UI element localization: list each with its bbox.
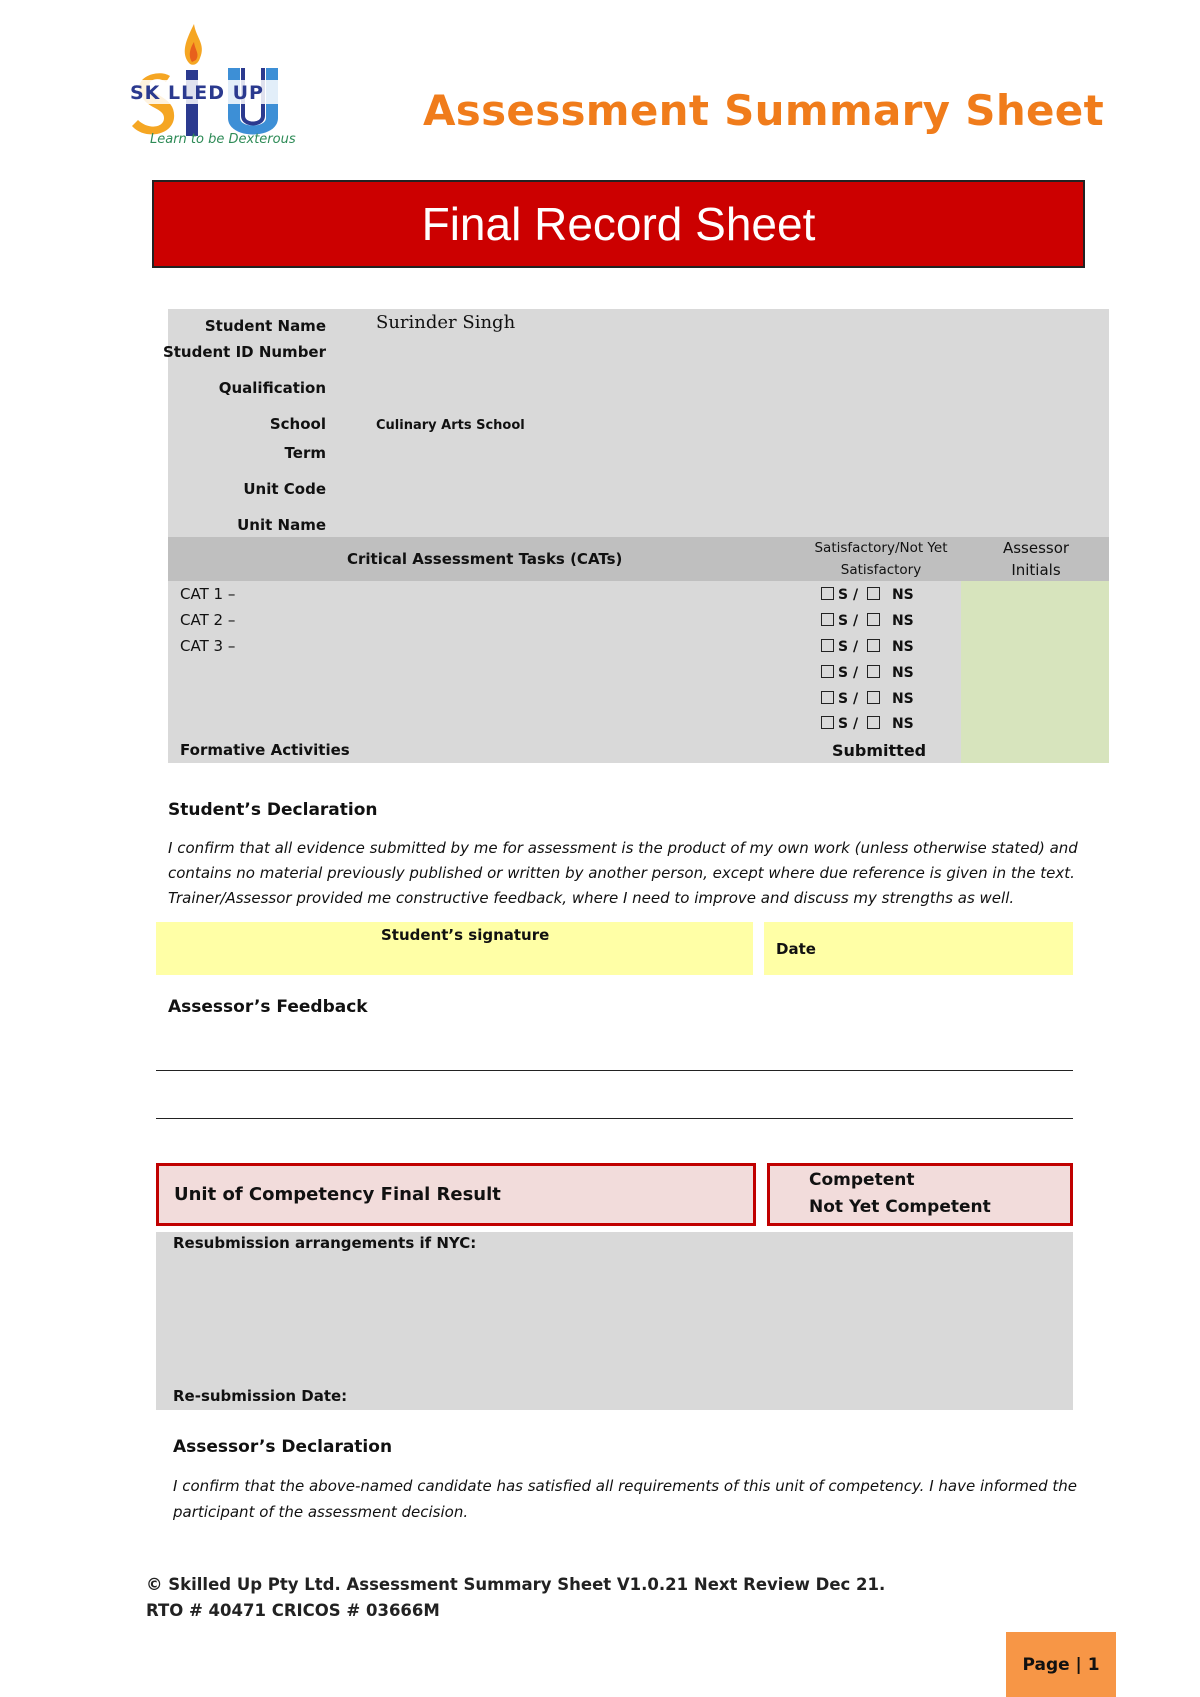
cats-header-initials-1: Assessor xyxy=(1002,539,1070,557)
resubmission-date-label: Re-submission Date: xyxy=(173,1387,348,1405)
s-checkbox[interactable] xyxy=(821,613,834,626)
student-declaration-heading: Student’s Declaration xyxy=(168,800,378,820)
feedback-line[interactable] xyxy=(156,1118,1073,1119)
cat-sn-row xyxy=(821,613,914,629)
submitted-label: Submitted xyxy=(832,741,927,760)
ns-label: NS xyxy=(891,639,914,655)
s-label: S / xyxy=(838,691,859,707)
student-declaration-line: contains no material previously published or written by another person, except where due reference is given in the text. xyxy=(168,864,1075,882)
s-label: S / xyxy=(838,587,859,603)
formative-activities-label: Formative Activities xyxy=(180,741,350,759)
cats-header-tasks: Critical Assessment Tasks (CATs) xyxy=(347,550,623,568)
s-label: S / xyxy=(838,665,859,681)
student-signature-field[interactable] xyxy=(156,922,753,975)
assessor-declaration-text xyxy=(173,1473,1123,1525)
unit-code-label: Unit Code xyxy=(243,480,326,498)
student-declaration-line: Trainer/Assessor provided me constructive feedback, where I need to improve and discuss my strengths as well. xyxy=(168,889,1015,907)
ns-label: NS xyxy=(891,587,914,603)
final-result-label: Unit of Competency Final Result xyxy=(174,1184,501,1205)
not-yet-competent-option[interactable]: Not Yet Competent xyxy=(809,1197,991,1217)
final-result-options-box[interactable] xyxy=(767,1163,1073,1226)
cats-header-satisfactory-1: Satisfactory/Not Yet xyxy=(814,540,948,556)
cat-3-label: CAT 3 – xyxy=(180,637,236,655)
footer-copyright: © Skilled Up Pty Ltd. Assessment Summary Sheet V1.0.21 Next Review Dec 21. xyxy=(146,1575,886,1594)
ns-checkbox[interactable] xyxy=(867,613,880,626)
ns-label: NS xyxy=(891,665,914,681)
final-result-label-box xyxy=(156,1163,756,1226)
logo-tagline: Learn to be Dexterous xyxy=(150,132,296,147)
feedback-line[interactable] xyxy=(156,1070,1073,1071)
ns-checkbox[interactable] xyxy=(867,665,880,678)
resubmission-arrangements-label: Resubmission arrangements if NYC: xyxy=(173,1234,477,1252)
page-number: Page | 1 xyxy=(1022,1654,1100,1675)
cat-sn-row xyxy=(821,665,914,681)
s-checkbox[interactable] xyxy=(821,665,834,678)
student-name-value[interactable]: Surinder Singh xyxy=(376,312,516,333)
assessor-declaration-line: participant of the assessment decision. xyxy=(173,1503,469,1521)
assessor-declaration-heading: Assessor’s Declaration xyxy=(173,1437,393,1457)
cats-header-row xyxy=(168,537,1109,581)
ns-label: NS xyxy=(891,613,914,629)
final-record-banner xyxy=(152,180,1085,268)
ns-checkbox[interactable] xyxy=(867,639,880,652)
footer-rto: RTO # 40471 CRICOS # 03666M xyxy=(146,1601,440,1620)
cat-sn-row xyxy=(821,691,914,707)
resubmission-block[interactable] xyxy=(156,1232,1073,1410)
qualification-label: Qualification xyxy=(218,379,326,397)
date-field[interactable] xyxy=(764,922,1073,975)
date-label: Date xyxy=(776,940,816,958)
ns-checkbox[interactable] xyxy=(867,587,880,600)
assessor-initials-column[interactable] xyxy=(961,581,1109,763)
s-label: S / xyxy=(838,716,859,732)
cat-2-label: CAT 2 – xyxy=(180,611,236,629)
student-id-label: Student ID Number xyxy=(162,343,326,361)
school-value[interactable]: Culinary Arts School xyxy=(376,418,525,433)
student-signature-label: Student’s signature xyxy=(381,926,550,944)
competent-option[interactable]: Competent xyxy=(809,1170,915,1190)
ns-label: NS xyxy=(891,716,914,732)
cat-1-label: CAT 1 – xyxy=(180,585,236,603)
student-declaration-text xyxy=(168,836,1128,911)
cats-header-initials-2: Initials xyxy=(1011,561,1061,579)
cat-sn-row xyxy=(821,639,914,655)
student-name-label: Student Name xyxy=(204,317,326,335)
banner-text: Final Record Sheet xyxy=(421,198,816,250)
s-checkbox[interactable] xyxy=(821,716,834,729)
ns-checkbox[interactable] xyxy=(867,716,880,729)
s-checkbox[interactable] xyxy=(821,587,834,600)
cat-sn-row xyxy=(821,716,914,732)
cat-sn-row xyxy=(821,587,914,603)
s-label: S / xyxy=(838,639,859,655)
unit-name-label: Unit Name xyxy=(237,516,326,534)
term-label: Term xyxy=(284,444,326,462)
student-declaration-line: I confirm that all evidence submitted by me for assessment is the product of my own work (unless otherwise stated) and xyxy=(168,839,1078,857)
logo-letters: SK LLED UP xyxy=(130,82,264,104)
document-title: Assessment Summary Sheet xyxy=(423,86,1104,135)
assessor-feedback-heading: Assessor’s Feedback xyxy=(168,997,368,1017)
student-info-block xyxy=(162,309,1109,537)
school-label: School xyxy=(269,415,326,433)
s-label: S / xyxy=(838,613,859,629)
ns-checkbox[interactable] xyxy=(867,691,880,704)
s-checkbox[interactable] xyxy=(821,691,834,704)
s-checkbox[interactable] xyxy=(821,639,834,652)
ns-label: NS xyxy=(891,691,914,707)
page-number-box xyxy=(1006,1632,1116,1697)
cats-header-satisfactory-2: Satisfactory xyxy=(840,562,922,578)
assessor-declaration-line: I confirm that the above-named candidate has satisfied all requirements of this unit of competency. I have informed the xyxy=(173,1477,1078,1495)
